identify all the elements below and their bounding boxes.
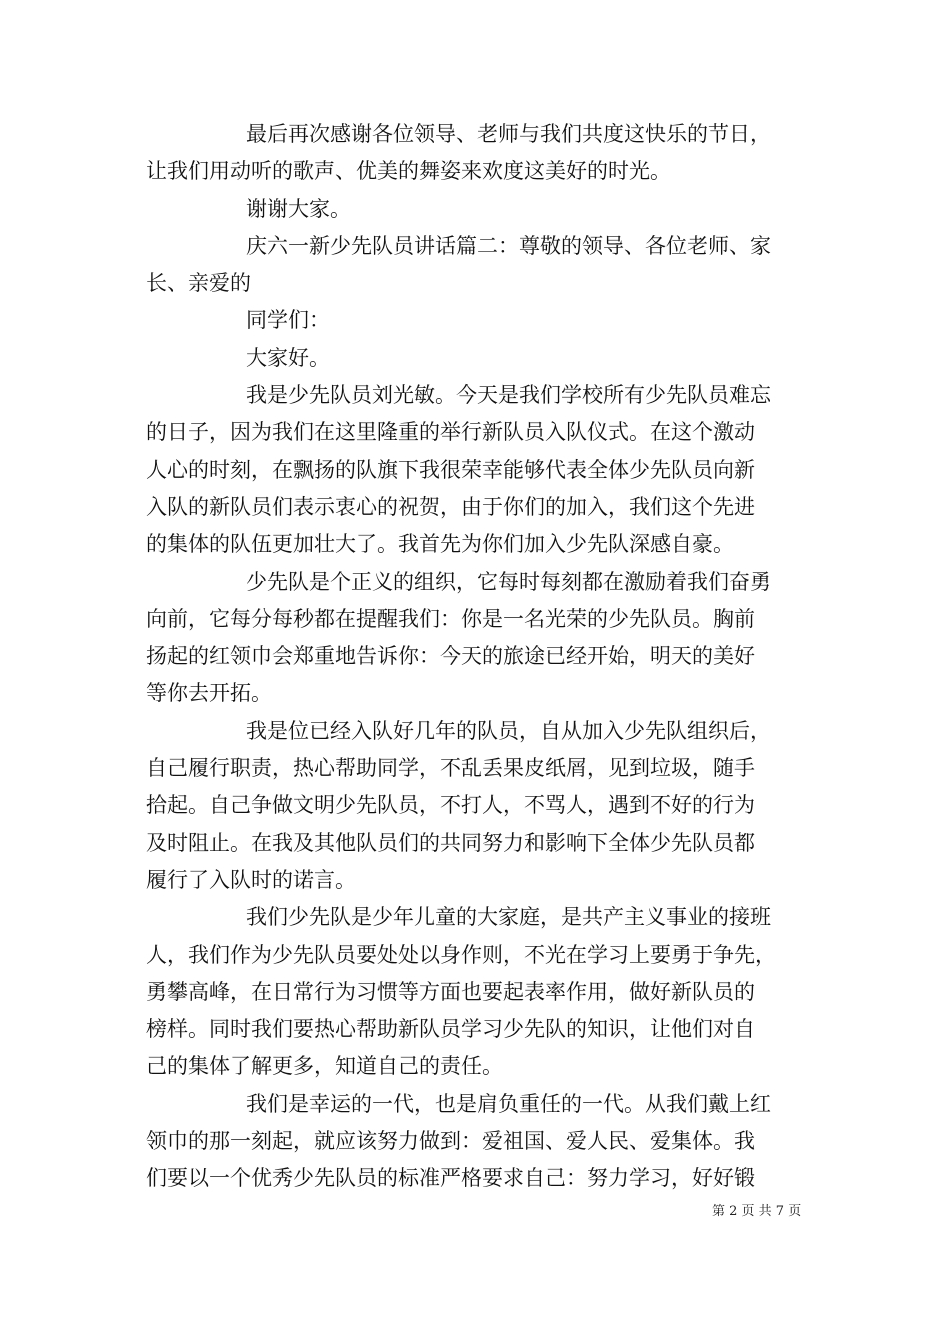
text-line: 庆六一新少先队员讲话篇二：尊敬的领导、各位老师、家 (246, 233, 771, 258)
text-line: 人心的时刻，在飘扬的队旗下我很荣幸能够代表全体少先队员向新 (146, 457, 755, 482)
text-line: 我们是幸运的一代，也是肩负重任的一代。从我们戴上红 (246, 1091, 771, 1116)
text-line: 等你去开拓。 (146, 681, 272, 706)
text-line: 让我们用动听的歌声、优美的舞姿来欢度这美好的时光。 (146, 159, 671, 184)
text-line: 榜样。同时我们要热心帮助新队员学习少先队的知识，让他们对自 (146, 1017, 755, 1042)
text-line: 长、亲爱的 (146, 271, 251, 296)
text-line: 己的集体了解更多，知道自己的责任。 (146, 1054, 503, 1079)
text-line: 履行了入队时的诺言。 (146, 867, 356, 892)
text-line: 的日子，因为我们在这里隆重的举行新队员入队仪式。在这个激动 (146, 420, 755, 445)
text-line: 人，我们作为少先队员要处处以身作则，不光在学习上要勇于争先， (146, 942, 776, 967)
text-line: 入队的新队员们表示衷心的祝贺，由于你们的加入，我们这个先进 (146, 494, 755, 519)
text-line: 勇攀高峰，在日常行为习惯等方面也要起表率作用，做好新队员的 (146, 979, 755, 1004)
text-line: 谢谢大家。 (246, 196, 351, 221)
document-body (146, 116, 810, 1198)
text-line: 向前，它每分每秒都在提醒我们：你是一名光荣的少先队员。胸前 (146, 606, 755, 631)
text-line: 拾起。自己争做文明少先队员，不打人，不骂人，遇到不好的行为 (146, 793, 755, 818)
text-line: 我是少先队员刘光敏。今天是我们学校所有少先队员难忘 (246, 383, 771, 408)
text-line: 同学们： (246, 308, 330, 333)
text-line: 领巾的那一刻起，就应该努力做到：爱祖国、爱人民、爱集体。我 (146, 1129, 755, 1154)
text-line: 们要以一个优秀少先队员的标准严格要求自己：努力学习，好好锻 (146, 1166, 755, 1191)
text-line: 扬起的红领巾会郑重地告诉你：今天的旅途已经开始，明天的美好 (146, 644, 755, 669)
text-line: 我们少先队是少年儿童的大家庭，是共产主义事业的接班 (246, 905, 771, 930)
text-line: 自己履行职责，热心帮助同学，不乱丢果皮纸屑，见到垃圾，随手 (146, 756, 755, 781)
text-line: 的集体的队伍更加壮大了。我首先为你们加入少先队深感自豪。 (146, 532, 734, 557)
text-line: 少先队是个正义的组织，它每时每刻都在激励着我们奋勇 (246, 569, 771, 594)
page-number: 第 2 页 共 7 页 (712, 1204, 802, 1219)
text-line: 及时阻止。在我及其他队员们的共同努力和影响下全体少先队员都 (146, 830, 755, 855)
text-line: 我是位已经入队好几年的队员，自从加入少先队组织后， (246, 718, 771, 743)
text-line: 最后再次感谢各位领导、老师与我们共度这快乐的节日， (246, 122, 771, 146)
text-line: 大家好。 (246, 345, 330, 370)
